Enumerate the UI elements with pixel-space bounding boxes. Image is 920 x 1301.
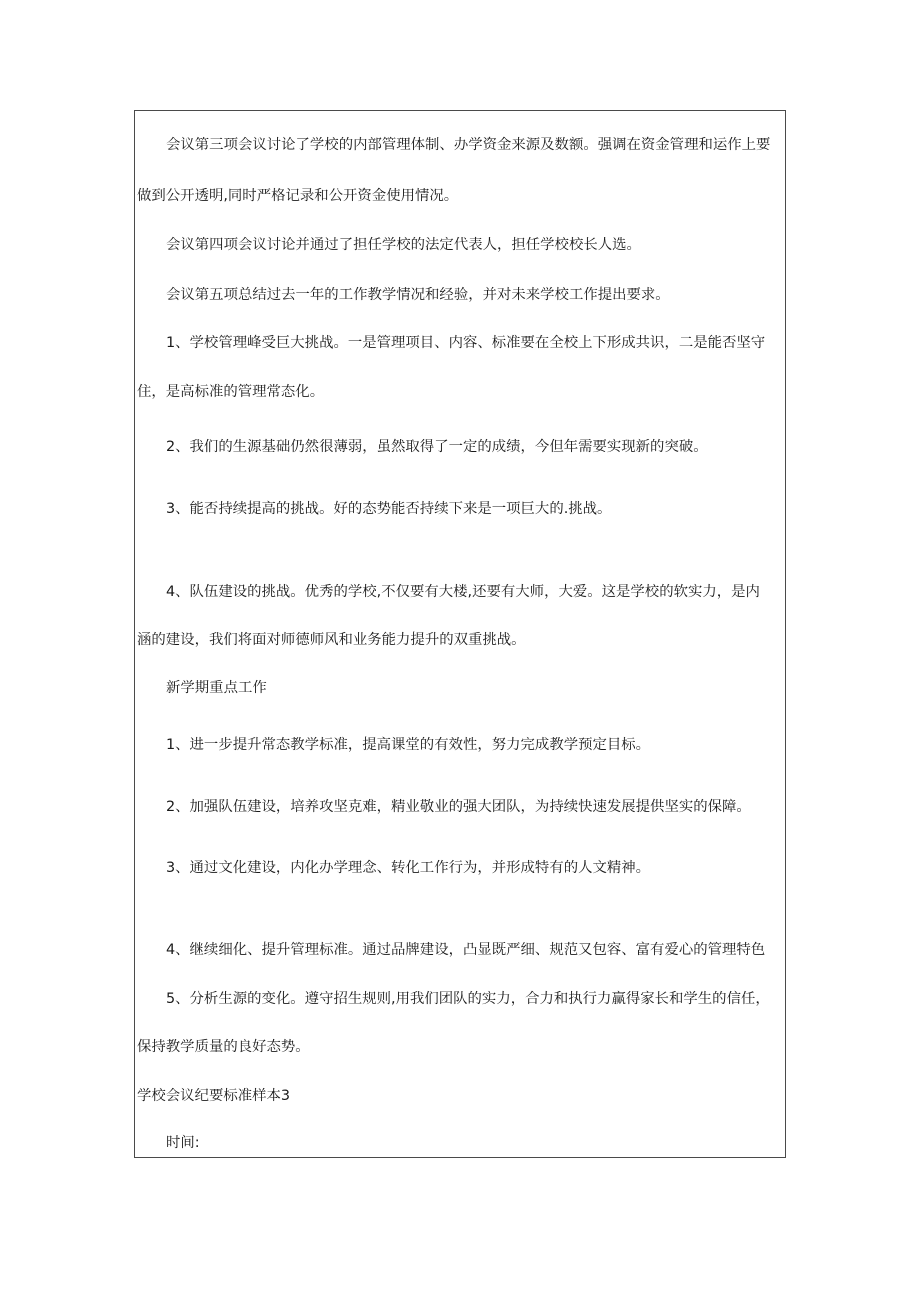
paragraph-line-4: 会议第五项总结过去一年的工作教学情况和经验，并对未来学校工作提出要求。 bbox=[166, 287, 670, 303]
paragraph-line-12: 1、进一步提升常态教学标准，提高课堂的有效性，努力完成教学预定目标。 bbox=[166, 737, 651, 753]
paragraph-line-3: 会议第四项会议讨论并通过了担任学校的法定代表人，担任学校校长人选。 bbox=[166, 237, 641, 253]
paragraph-line-14: 3、通过文化建设，内化办学理念、转化工作行为，并形成特有的人文精神。 bbox=[166, 860, 651, 876]
paragraph-line-2: 做到公开透明,同时严格记录和公开资金使用情况。 bbox=[137, 188, 459, 204]
paragraph-line-6: 住，是高标准的管理常态化。 bbox=[137, 384, 325, 400]
paragraph-line-7: 2、我们的生源基础仍然很薄弱，虽然取得了一定的成绩，今但年需要实现新的突破。 bbox=[166, 439, 708, 455]
paragraph-line-9: 4、队伍建设的挑战。优秀的学校,不仅要有大楼,还要有大师，大爱。这是学校的软实力，是内 bbox=[166, 584, 760, 600]
paragraph-line-1: 会议第三项会议讨论了学校的内部管理体制、办学资金来源及数额。强调在资金管理和运作上要 bbox=[166, 137, 771, 153]
time-label: 时间: bbox=[166, 1135, 200, 1151]
paragraph-line-8: 3、能否持续提高的挑战。好的态势能否持续下来是一项巨大的.挑战。 bbox=[166, 501, 612, 517]
paragraph-line-15: 4、继续细化、提升管理标准。通过品牌建设，凸显既严细、规范又包容、富有爱心的管理特色 bbox=[166, 942, 766, 958]
paragraph-line-16: 5、分析生源的变化。遵守招生规则,用我们团队的实力，合力和执行力赢得家长和学生的信任， bbox=[166, 991, 770, 1007]
section-heading: 新学期重点工作 bbox=[166, 680, 267, 696]
document-frame bbox=[134, 110, 786, 1158]
paragraph-line-10: 涵的建设，我们将面对师德师风和业务能力提升的双重挑战。 bbox=[137, 632, 526, 648]
paragraph-line-17: 保持教学质量的良好态势。 bbox=[137, 1039, 310, 1055]
paragraph-line-5: 1、学校管理峰受巨大挑战。一是管理项目、内容、标准要在全校上下形成共识，二是能否坚守 bbox=[166, 335, 766, 351]
paragraph-line-13: 2、加强队伍建设，培养攻坚克难，精业敬业的强大团队，为持续快速发展提供坚实的保障。 bbox=[166, 799, 751, 815]
document-title: 学校会议纪要标准样本3 bbox=[137, 1088, 291, 1104]
